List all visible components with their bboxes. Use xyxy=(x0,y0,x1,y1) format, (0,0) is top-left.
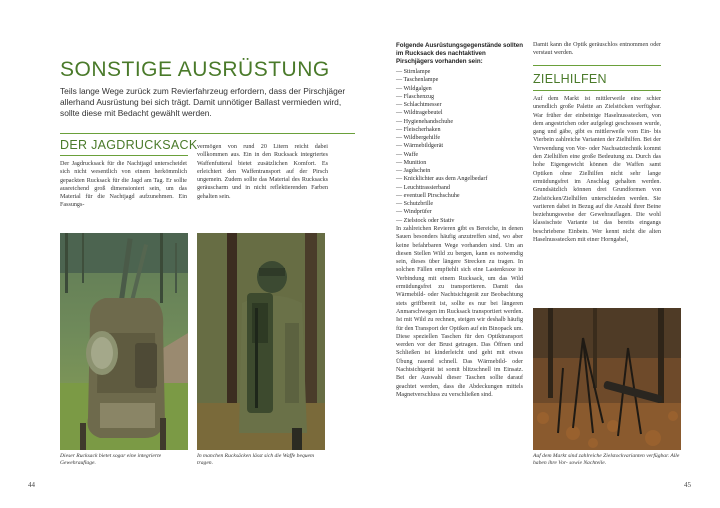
list-item: — Windprüfer xyxy=(396,209,432,216)
list-item: — Hygienehandschuhe xyxy=(396,118,454,125)
section-underline-right xyxy=(533,90,661,91)
hunter-photo xyxy=(197,233,325,450)
page-number-left: 44 xyxy=(28,481,35,489)
shooting-sticks-photo xyxy=(533,308,681,450)
list-item: — Stirnlampe xyxy=(396,69,431,75)
backpack-photo xyxy=(60,233,188,450)
body-text-right-column-1: In zahlreichen Revieren gibt es Bereiche, in denen Sauen besonders häufig anzutreffen sind, wo aber keine befahrbaren Wege vorhanden sind. Um an diesen Stellen Wild zu bergen, kann es notwendig sein, dieses über längere Strecken zu tragen. In solchen Fällen empfiehlt sich eine Lastenkraxe in Verbindung mit einem Rucksack, um das Wild ermüdungsfrei zu transportieren. Damit das Wärmebild- oder Nachtsichtgerät zur Beobachtung stets griffbereit ist, sollte es nur bei längeren Anmarschwegen im Rucksack transportiert werden. Ist mit Wild zu rechnen, steigen wir deshalb häufig für den Transport der Optiken auf ein Binopack um. Diese speziellen Taschen für den Optiktransport werden vor der Brust getragen. Das Öffnen und Schließen ist kinderleicht und geht mit etwas Übung rasend schnell. Das Wärmebild- oder Nachtsichtgerät ist somit blitzschnell im Einsatz. Bei der Auswahl dieser Taschen sollte darauf geachtet werden, dass die Abdeckungen mittels Magnetverschluss zu verschließen sind. xyxy=(396,226,523,398)
page-number-right: 45 xyxy=(684,481,691,489)
caption-rifle-carry: In manchen Rucksäcken lässt sich die Waffe bequem tragen. xyxy=(197,453,315,466)
list-item: — Zielstock oder Stativ xyxy=(396,217,455,224)
list-item: — Wildtragebeutel xyxy=(396,110,443,117)
intro-paragraph: Teils lange Wege zurück zum Revierfahrzeug erfordern, dass der Pirschjäger allerhand Ausrüstung bei sich trägt. Damit unnötiger Ballast vermieden wird, sollte diese mit Bedacht gewählt werden. xyxy=(60,86,346,118)
list-item: — Wildbergehilfe xyxy=(396,135,441,141)
list-intro: Folgende Ausrüstungsgegenstände sollten im Rucksack des nachtaktiven Pirschjägers vorhanden sein: xyxy=(396,42,523,66)
caption-backpack-rest: Dieser Rucksack bietet sogar eine integrierte Gewehrauflage. xyxy=(60,453,162,466)
list-item: — Munition xyxy=(396,159,427,166)
list-item: — Jagdschein xyxy=(396,168,431,174)
list-item: — Wildgalgen xyxy=(396,85,432,92)
body-text-column-1: Der Jagdrucksack für die Nachtjagd unterscheidet sich nicht wesentlich von einem herkömmlich gepackten Rucksack für die Jagd am Tag. Er sollte ausreichend groß dimensioniert sein, um das Material für die Nachtjagd aufzunehmen. Ein Fassungs- xyxy=(60,161,187,209)
list-item: — Knicklichter aus dem Angelbedarf xyxy=(396,176,488,183)
list-item: — Schutzbrille xyxy=(396,201,434,207)
list-item: — Fleischerhaken xyxy=(396,126,441,133)
section-divider xyxy=(60,133,355,134)
caption-shooting-sticks: Auf dem Markt sind zahlreiche Zielstockvarianten verfügbar. Alle haben ihre Vor- sowie Nachteile. xyxy=(533,453,680,466)
list-item: — Leuchttrassierband xyxy=(396,184,450,191)
body-text-column-2: vermögen von rund 20 Litern reicht dabei vollkommen aus. Ein in den Rucksack integriertes Waffenfutteral bietet zusätzlichen Komfort. Es erleichtert den Waffentransport auf der Pirsch ungemein. Zudem sollte das Material des Rucksacks geräuscharm und in nicht reflektierenden Farben gehalten sein. xyxy=(197,144,328,200)
list-item: — Wärmebildgerät xyxy=(396,143,444,150)
list-item: — Taschenlampe xyxy=(396,77,439,84)
list-item: — Schlachtmesser xyxy=(396,102,442,108)
equipment-list xyxy=(396,68,523,225)
page-title: SONSTIGE AUSRÜSTUNG xyxy=(60,58,330,81)
section-underline xyxy=(60,155,188,156)
body-text-right-column-2-top: Damit kann die Optik geräuschlos entnommen oder verstaut werden. xyxy=(533,42,661,57)
section-title-zielhilfen: ZIELHILFEN xyxy=(533,72,607,86)
section-title-jagdrucksack: DER JAGDRUCKSACK xyxy=(60,138,198,152)
list-item: — Waffe xyxy=(396,151,419,158)
list-item: — eventuell Pirschschuhe xyxy=(396,192,460,199)
body-text-zielhilfen: Auf dem Markt ist mittlerweile eine schier unendlich große Palette an Zielstöcken verfügbar. War früher der einbeinige Haselnussstecken, von dem angestrichen oder aufgelegt geschossen wurde, gang und gäbe, gibt es mittlerweile vom Ein- bis Vierbein zahlreiche Varianten der Zielhilfen. Bei der Verwendung von Vor- oder Nachsatztechnik kommt den Zielhilfen eine große Bedeutung zu. Durch das hohe Eigengewicht können die Waffen samt Optiken ohne Zielhilfen nicht sehr lange ermüdungsfrei im Anschlag gehalten werden. Grundsätzlich können drei Grundformen von Zielstöcken/Zielhilfen unterschieden werden. Sie variieren dabei in Bezug auf die Anzahl ihrer Beine beziehungsweise der Gewehrauflagen. Die wohl klassischste Variante ist das bereits eingangs beschriebene Einbein. Wer kennt nicht die alten Haselnussstecken mit einer Horngabel, xyxy=(533,96,661,244)
section-divider-right xyxy=(533,65,661,66)
list-item: — Flaschenzug xyxy=(396,93,435,100)
